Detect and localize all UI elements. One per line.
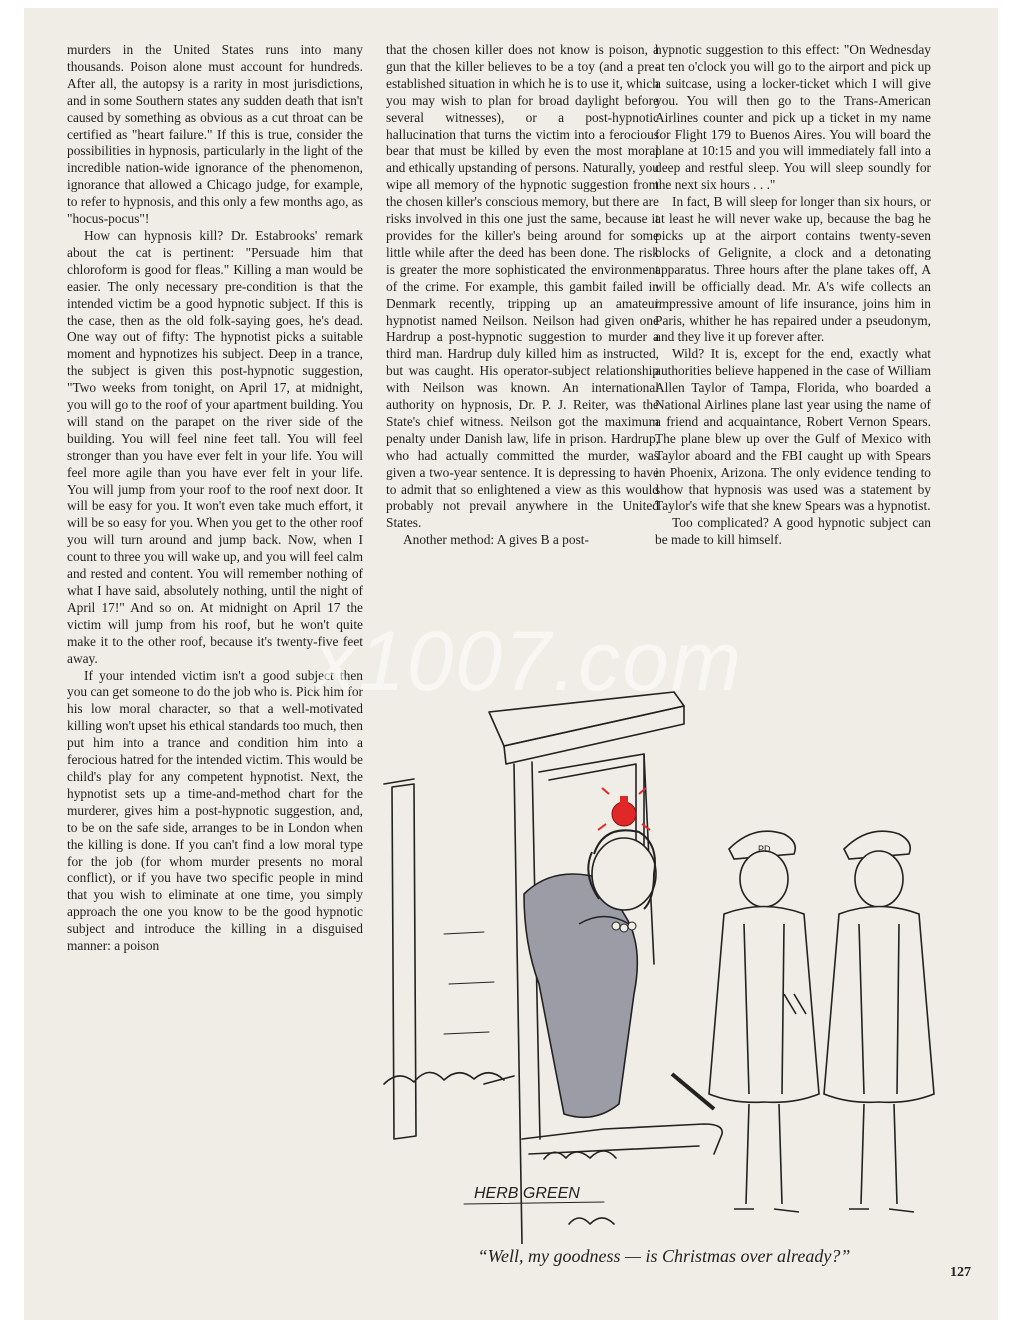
woman-figure [524, 830, 656, 1117]
page-number: 127 [950, 1265, 971, 1280]
text-column-2 [386, 42, 659, 549]
paragraph: In fact, B will sleep for longer than six hours, or at least he will never wake up, because the bag he picks up at the airport contains twenty-seven blocks of Gelignite, a clock and a detonating apparatus. Three hours after the plane takes off, A will be officially dead. Mr. A's wife collects an impressive amount of life insurance, joins him in Paris, whither he has repaired under a pseudonym, and they live it up forever after. [655, 194, 931, 345]
policeman-left [672, 831, 819, 1212]
artist-signature: HERB GREEN [474, 1185, 580, 1202]
window-frame [392, 784, 416, 1139]
paragraph: If your intended victim isn't a good subject then you can get someone to do the job who is. Pick him for his low moral character, so that a well-motivated killing won't upset his ethical standards too much, then put him into a trance and condition him into a ferocious hatred for the intended victim. This would be child's play for any competent hypnotist. Next, the hypnotist sets up a time-and-method chart for the murderer, gives him a post-hypnotic suggestion, and, to be on the safe side, arranges to be in London when the killing is done. If you can't find a low moral type for the job (for whom murder presents no moral conflict), or if you have two specific people in mind that you wish to eliminate at one time, you simply approach the one you know to be the good hypnotic subject and introduce the killing in a disguised manner: a poison [67, 667, 363, 954]
paragraph: Wild? It is, except for the end, exactly what authorities believe happened in the case of William Allen Taylor of Tampa, Florida, who boarded a National Airlines plane last year using the name of a friend and acquaintance, Robert Vernon Spears. The plane blew up over the Gulf of Mexico with Taylor aboard and the FBI caught up with Spears in Phoenix, Arizona. The only evidence tending to show that hypnosis was used was a statement by Taylor's wife that she knew Spears was a hypnotist. [655, 346, 931, 514]
red-bulb-light [598, 788, 650, 830]
cartoon-illustration [354, 684, 964, 1244]
policeman-right [824, 831, 934, 1212]
paragraph: hypnotic suggestion to this effect: "On Wednesday at ten o'clock you will go to the airport and pick up a suitcase, using a locker-ticket which I will give you. You will then go to the Trans-American Airlines counter and pick up a ticket in my name for Flight 179 to Buenos Aires. You will board the plane at 10:15 and you will immediately fall into a deep and restful sleep. You will sleep soundly for the next six hours . . ." [655, 42, 931, 193]
cartoon-caption: “Well, my goodness — is Christmas over already?” [477, 1246, 851, 1266]
badge-label: PD [758, 844, 771, 854]
magazine-page [24, 8, 998, 1320]
shrub-front [544, 1151, 616, 1159]
text-column-1 [67, 42, 363, 955]
paragraph: Too complicated? A good hypnotic subject can be made to kill himself. [655, 515, 931, 548]
door-post-left [514, 764, 522, 1244]
paragraph: Another method: A gives B a post- [403, 532, 589, 548]
paragraph: that the chosen killer does not know is poison, a gun that the killer believes to be a toy (and a pre-established situation in which he is to use it, which you may wish to plan for broad daylight before several witnesses), or a post-hypnotic hallucination that turns the victim into a ferocious bear that must be killed by even the most moral and ethically upstanding of persons. Naturally, you wipe all memory of the hypnotic suggestion from the chosen killer's conscious memory, but there are risks involved in this one just the same, because it provides for the killer's being around for some little while after the deed has been done. The risk is greater the more sophisticated the environment of the crime. For example, this gambit failed in Denmark recently, tripping up an amateur hypnotist named Neilson. Neilson had given one Hardrup a post-hypnotic suggestion to murder a third man. Hardrup duly killed him as instructed, but was caught. His operator-subject relationship with Neilson was known. An international authority on hypnosis, Dr. P. J. Reiter, was the State's chief witness. Neilson got the maximum penalty under Danish law, life in prison. Hardrup, who had actually committed the murder, was given a two-year sentence. It is depressing to have to admit that so enlightened a view as this would probably not prevail anywhere in the United States. [386, 42, 659, 531]
shrub-left [384, 1072, 504, 1084]
watermark: x1007.com [314, 614, 743, 708]
paragraph: How can hypnosis kill? Dr. Estabrooks' remark about the cat is pertinent: "Persuade him that chloroform is good for fleas." Killing a man would be easier. The only necessary pre-condition is that the intended victim be a good hypnotic subject. If this is the case, then as the old folk-saying goes, he's dead. One way out of fifty: The hypnotist picks a suitable moment and hypnotizes his subject. Deep in a trance, the subject is given this post-hypnotic suggestion, "Two weeks from tonight, on April 17, at midnight, you will go to the roof of your apartment building. You will stand on the parapet on the river side of the building. You will feel nine feet tall. You will feel stronger than you have ever felt in your life. You will feel more agile than you have ever felt in your life. You will jump from your roof to the roof next door. It will be easy for you. It won't even take much effort, it will be so easy for you. When you get to the other roof you will turn around and jump back. Now, when I count to three you will wake up, and you will feel calm and rested and content. You will remember nothing of what I have said, absolutely nothing, until the night of April 17!" And so on. At midnight on April 17 the victim will jump from his roof, but he won't quite make it to the other roof, because it's twenty-five feet away. [67, 227, 363, 666]
paragraph: murders in the United States runs into many thousands. Poison alone must account for hundreds. After all, the autopsy is a rarity in most jurisdictions, and in some Southern states any sudden death that isn't caused by something as obvious as a cut throat can be certified as "heart failure." If this is true, consider the possibilities in hypnosis, particularly in the light of the incredible nation-wide ignorance of the phenomenon, ignorance that allowed a Chicago judge, for example, to refer to hypnosis, and this only a few months ago, as "hocus-pocus"! [67, 42, 363, 227]
text-column-3 [655, 42, 931, 549]
